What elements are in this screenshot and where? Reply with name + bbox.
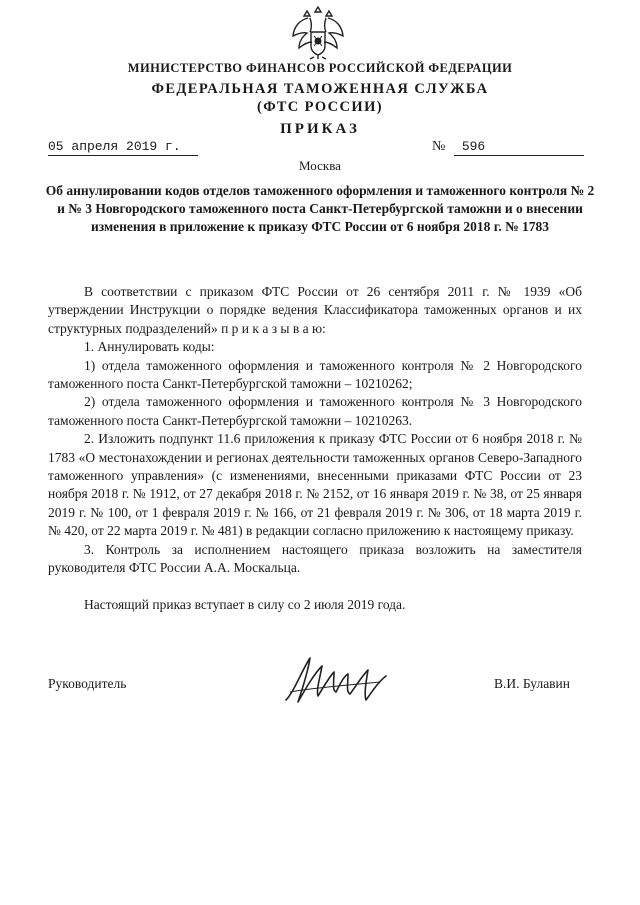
effective-date-paragraph: Настоящий приказ вступает в силу со 2 июля 2019 года. [84,596,406,612]
item-3: 3. Контроль за исполнением настоящего приказа возложить на заместителя руководителя ФТС России А.А. Москальца. [48,541,582,576]
document-heading: Об аннулировании кодов отделов таможенного оформления и таможенного контроля № 2 и № 3 Новгородского таможенного поста Санкт-Петербургской таможни и о внесении изменения в приложение к приказу ФТС России от 6 ноября 2018 г. № 1783 [45,183,595,234]
item-1-1: 1) отдела таможенного оформления и таможенного контроля № 2 Новгородского таможенного поста Санкт-Петербургской таможни – 10210262; [48,357,582,392]
item-2: 2. Изложить подпункт 11.6 приложения к приказу ФТС России от 6 ноября 2018 г. № 1783 «О местонахождении и регионах деятельности таможенных органов Северо-Западного таможенного управления» (с изменениями, внесенными приказами ФТС России от 23 ноября 2018 г. № 1912, от 27 декабря 2018 г. № 2152, от 16 января 2019 г. № 38, от 25 января 2019 г. № 100, от 1 февраля 2019 г. № 166, от 21 февраля 2019 г. № 306, от 18 марта 2019 г. № 420, от 22 марта 2019 г. № 481) в редакции согласно приложению к настоящему приказу. [48,431,582,539]
service-name-line1: ФЕДЕРАЛЬНАЯ ТАМОЖЕННАЯ СЛУЖБА [151,81,489,97]
document-type: ПРИКАЗ [280,121,360,137]
ministry-name: МИНИСТЕРСТВО ФИНАНСОВ РОССИЙСКОЙ ФЕДЕРАЦИИ [127,61,513,75]
item-1-2: 2) отдела таможенного оформления и таможенного контроля № 3 Новгородского таможенного поста Санкт-Петербургской таможни – 10210263. [48,394,582,428]
signer-name: В.И. Булавин [494,676,571,691]
item-1: 1. Аннулировать коды: [84,339,215,355]
order-number-label: № [432,139,446,154]
order-number: 596 [454,139,584,156]
service-name-line2: (ФТС РОССИИ) [256,99,384,115]
order-date: 05 апреля 2019 г. [48,139,198,156]
signer-position: Руководитель [48,676,127,691]
document-body [48,283,582,614]
handwritten-signature-icon [280,652,392,710]
russian-coat-of-arms-icon [290,6,346,60]
service-name [0,80,640,116]
intro-paragraph: В соответствии с приказом ФТС России от 26 сентября 2011 г. № 1939 «Об утверждении Инструкции о порядке ведения Классификатора таможенных органов и их структурных подразделений» п р и к а з ы в а ю: [48,284,582,336]
city: Москва [299,158,341,173]
